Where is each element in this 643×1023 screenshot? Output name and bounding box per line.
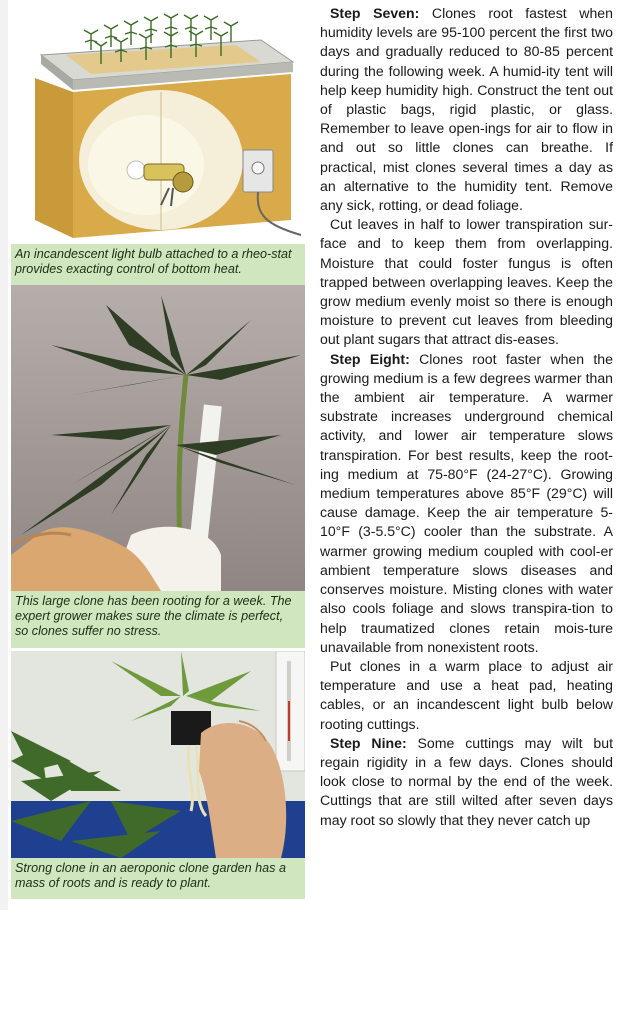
step-nine-text: Some cuttings may wilt but regain rigidity in a few days. Clones should look close to normal by the end of the week. Cuttings that are still wilted after seven days may root so slowly that they never catch up xyxy=(320,734,613,828)
figure-caption: An incandescent light bulb attached to a rheo-stat provides exacting control of bottom heat. xyxy=(11,244,305,285)
step-seven-label: Step Seven: xyxy=(330,5,420,21)
aeroponic-clone-photo xyxy=(11,651,305,858)
figure-caption: Strong clone in an aeroponic clone garden has a mass of roots and is ready to plant. xyxy=(11,858,305,899)
figure-large-clone xyxy=(11,285,305,648)
paragraph-cut-leaves: Cut leaves in half to lower transpiration sur-face and to keep them from overlapping. Moisture that could foster fungus is often trapped between overlapping leaves. Keep the grow medium evenly moist so there is enough moisture to prevent cut leaves from bleeding out plant sugars that attract dis-eases. xyxy=(320,216,613,348)
page-edge xyxy=(0,0,8,910)
step-seven-text: Clones root fastest when humidity levels are 95-100 percent the first two days and gradually reduced to 80-85 percent during the following week. A humid-ity tent will help keep humidity high. Construct the tent out of plastic bags, rigid plastic, or glass. Remember to leave open-ings for air to flow in and out so little clones can breathe. If practical, mist clones several times a day as an alternative to the humidity tent. Remove any sick, rotting, or dead foliage. xyxy=(320,5,613,214)
paragraph-step-nine xyxy=(320,734,613,830)
figure-heat-box xyxy=(11,0,305,285)
paragraph-step-seven xyxy=(320,4,613,215)
step-nine-label: Step Nine: xyxy=(330,734,407,751)
body-text-column xyxy=(320,4,613,830)
step-eight-label: Step Eight: xyxy=(330,350,410,367)
figure-caption: This large clone has been rooting for a week. The expert grower makes sure the climate is perfect, so clones suffer no stress. xyxy=(11,591,305,648)
heat-box-illustration xyxy=(11,0,305,244)
large-clone-photo xyxy=(11,285,305,591)
paragraph-step-eight xyxy=(320,350,613,657)
figure-aeroponic-clone xyxy=(11,651,305,899)
step-eight-text: Clones root faster when the growing medium is a few degrees warmer than the ambient air temperature. A warmer substrate increases underground chemical activity, and lower air temperature slows transpiration. For best results, keep the root-ing medium at 75-80°F (24-27°C). Growing medium temperatures above 85°F (29°C) will cause damage. Keep the air temperature 5-10°F (3-5.5°C) cooler than the substrate. A warmer growing medium coupled with cool-er ambient temperature slows diseases and conserves moisture. Misting clones with water also cools foliage and slows transpira-tion to help traumatized clones retain mois-ture unavailable from nonexistent roots. xyxy=(320,350,613,655)
paragraph-warm-place: Put clones in a warm place to adjust air temperature and use a heat pad, heating cables, or an incandescent light bulb below rooting cuttings. xyxy=(320,657,613,732)
